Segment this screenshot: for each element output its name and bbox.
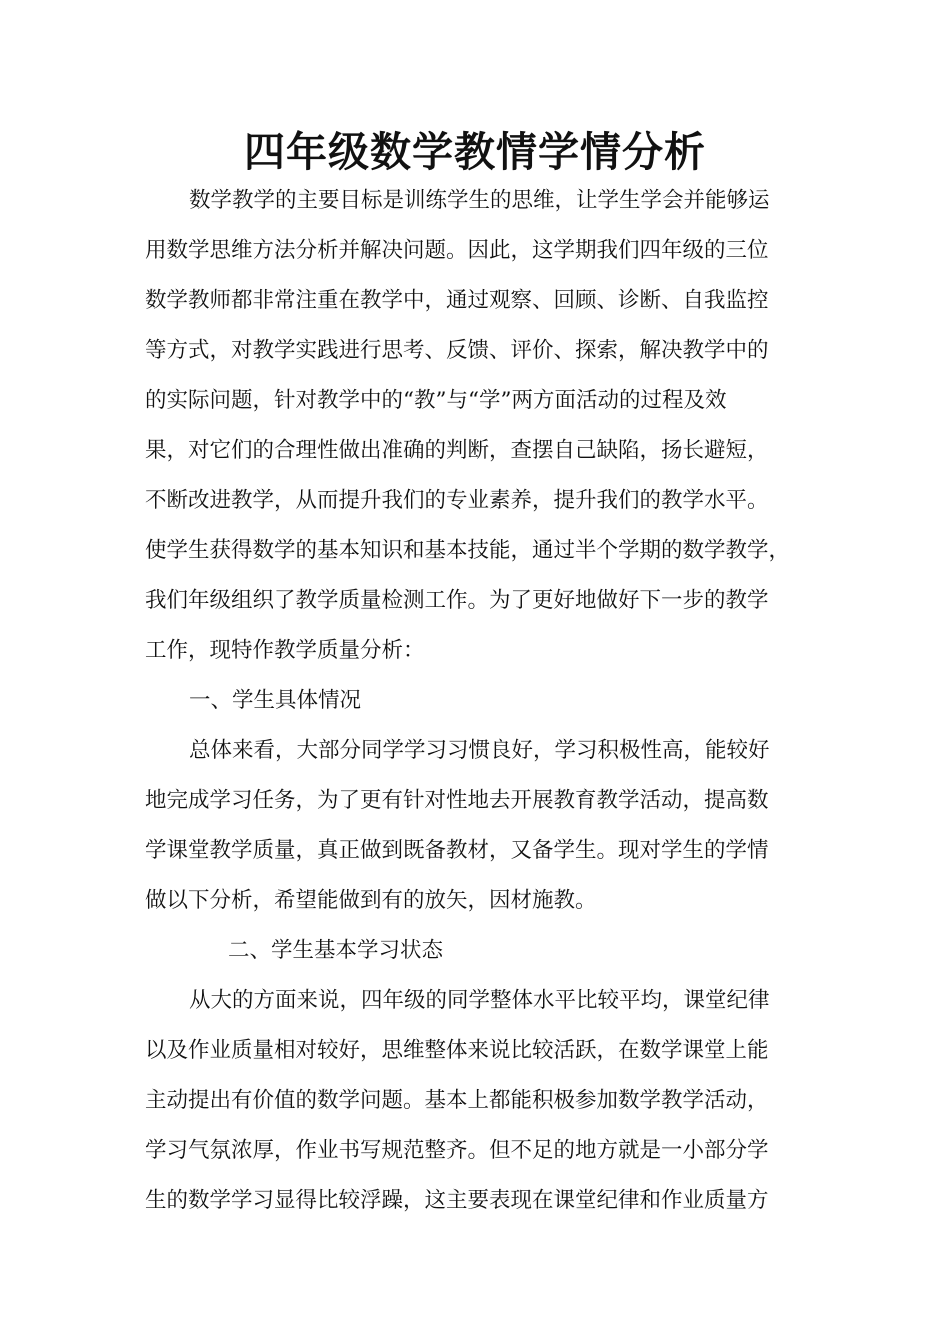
- paragraph-line: 从大的方面来说，四年级的同学整体水平比较平均，课堂纪律: [189, 988, 770, 1013]
- paragraph-line: 学课堂教学质量，真正做到既备教材，又备学生。现对学生的学情: [145, 838, 769, 863]
- paragraph-line: 不断改进教学，从而提升我们的专业素养，提升我们的教学水平。: [145, 488, 769, 513]
- section-heading-2: 二、学生基本学习状态: [228, 938, 444, 963]
- paragraph-line: 数学教师都非常注重在教学中，通过观察、回顾、诊断、自我监控: [145, 288, 769, 313]
- paragraph-line: 我们年级组织了教学质量检测工作。为了更好地做好下一步的教学: [145, 588, 769, 613]
- paragraph-line: 的实际问题，针对教学中的“教”与“学”两方面活动的过程及效: [145, 388, 727, 413]
- paragraph-line: 地完成学习任务，为了更有针对性地去开展教育教学活动，提高数: [145, 788, 769, 813]
- paragraph-line: 以及作业质量相对较好，思维整体来说比较活跃，在数学课堂上能: [145, 1038, 769, 1063]
- paragraph-line: 主动提出有价值的数学问题。基本上都能积极参加数学教学活动，: [145, 1088, 769, 1113]
- document-title: 四年级数学教情学情分析: [244, 128, 706, 176]
- paragraph-line: 用数学思维方法分析并解决问题。因此，这学期我们四年级的三位: [145, 238, 769, 263]
- paragraph-line: 生的数学学习显得比较浮躁，这主要表现在课堂纪律和作业质量方: [145, 1188, 769, 1213]
- paragraph-line: 总体来看，大部分同学学习习惯良好，学习积极性高，能较好: [189, 738, 770, 763]
- paragraph-line: 数学教学的主要目标是训练学生的思维，让学生学会并能够运: [189, 188, 770, 213]
- paragraph-line: 学习气氛浓厚，作业书写规范整齐。但不足的地方就是一小部分学: [145, 1138, 769, 1163]
- paragraph-line: 做以下分析，希望能做到有的放矢，因材施教。: [145, 888, 597, 913]
- paragraph-line: 等方式，对教学实践进行思考、反馈、评价、探索，解决教学中的: [145, 338, 769, 363]
- paragraph-line: 果，对它们的合理性做出准确的判断，查摆自己缺陷，扬长避短，: [145, 438, 769, 463]
- paragraph-line: 工作，现特作教学质量分析：: [145, 638, 425, 663]
- paragraph-line: 使学生获得数学的基本知识和基本技能，通过半个学期的数学教学，: [145, 538, 791, 563]
- section-heading-1: 一、学生具体情况: [189, 688, 362, 713]
